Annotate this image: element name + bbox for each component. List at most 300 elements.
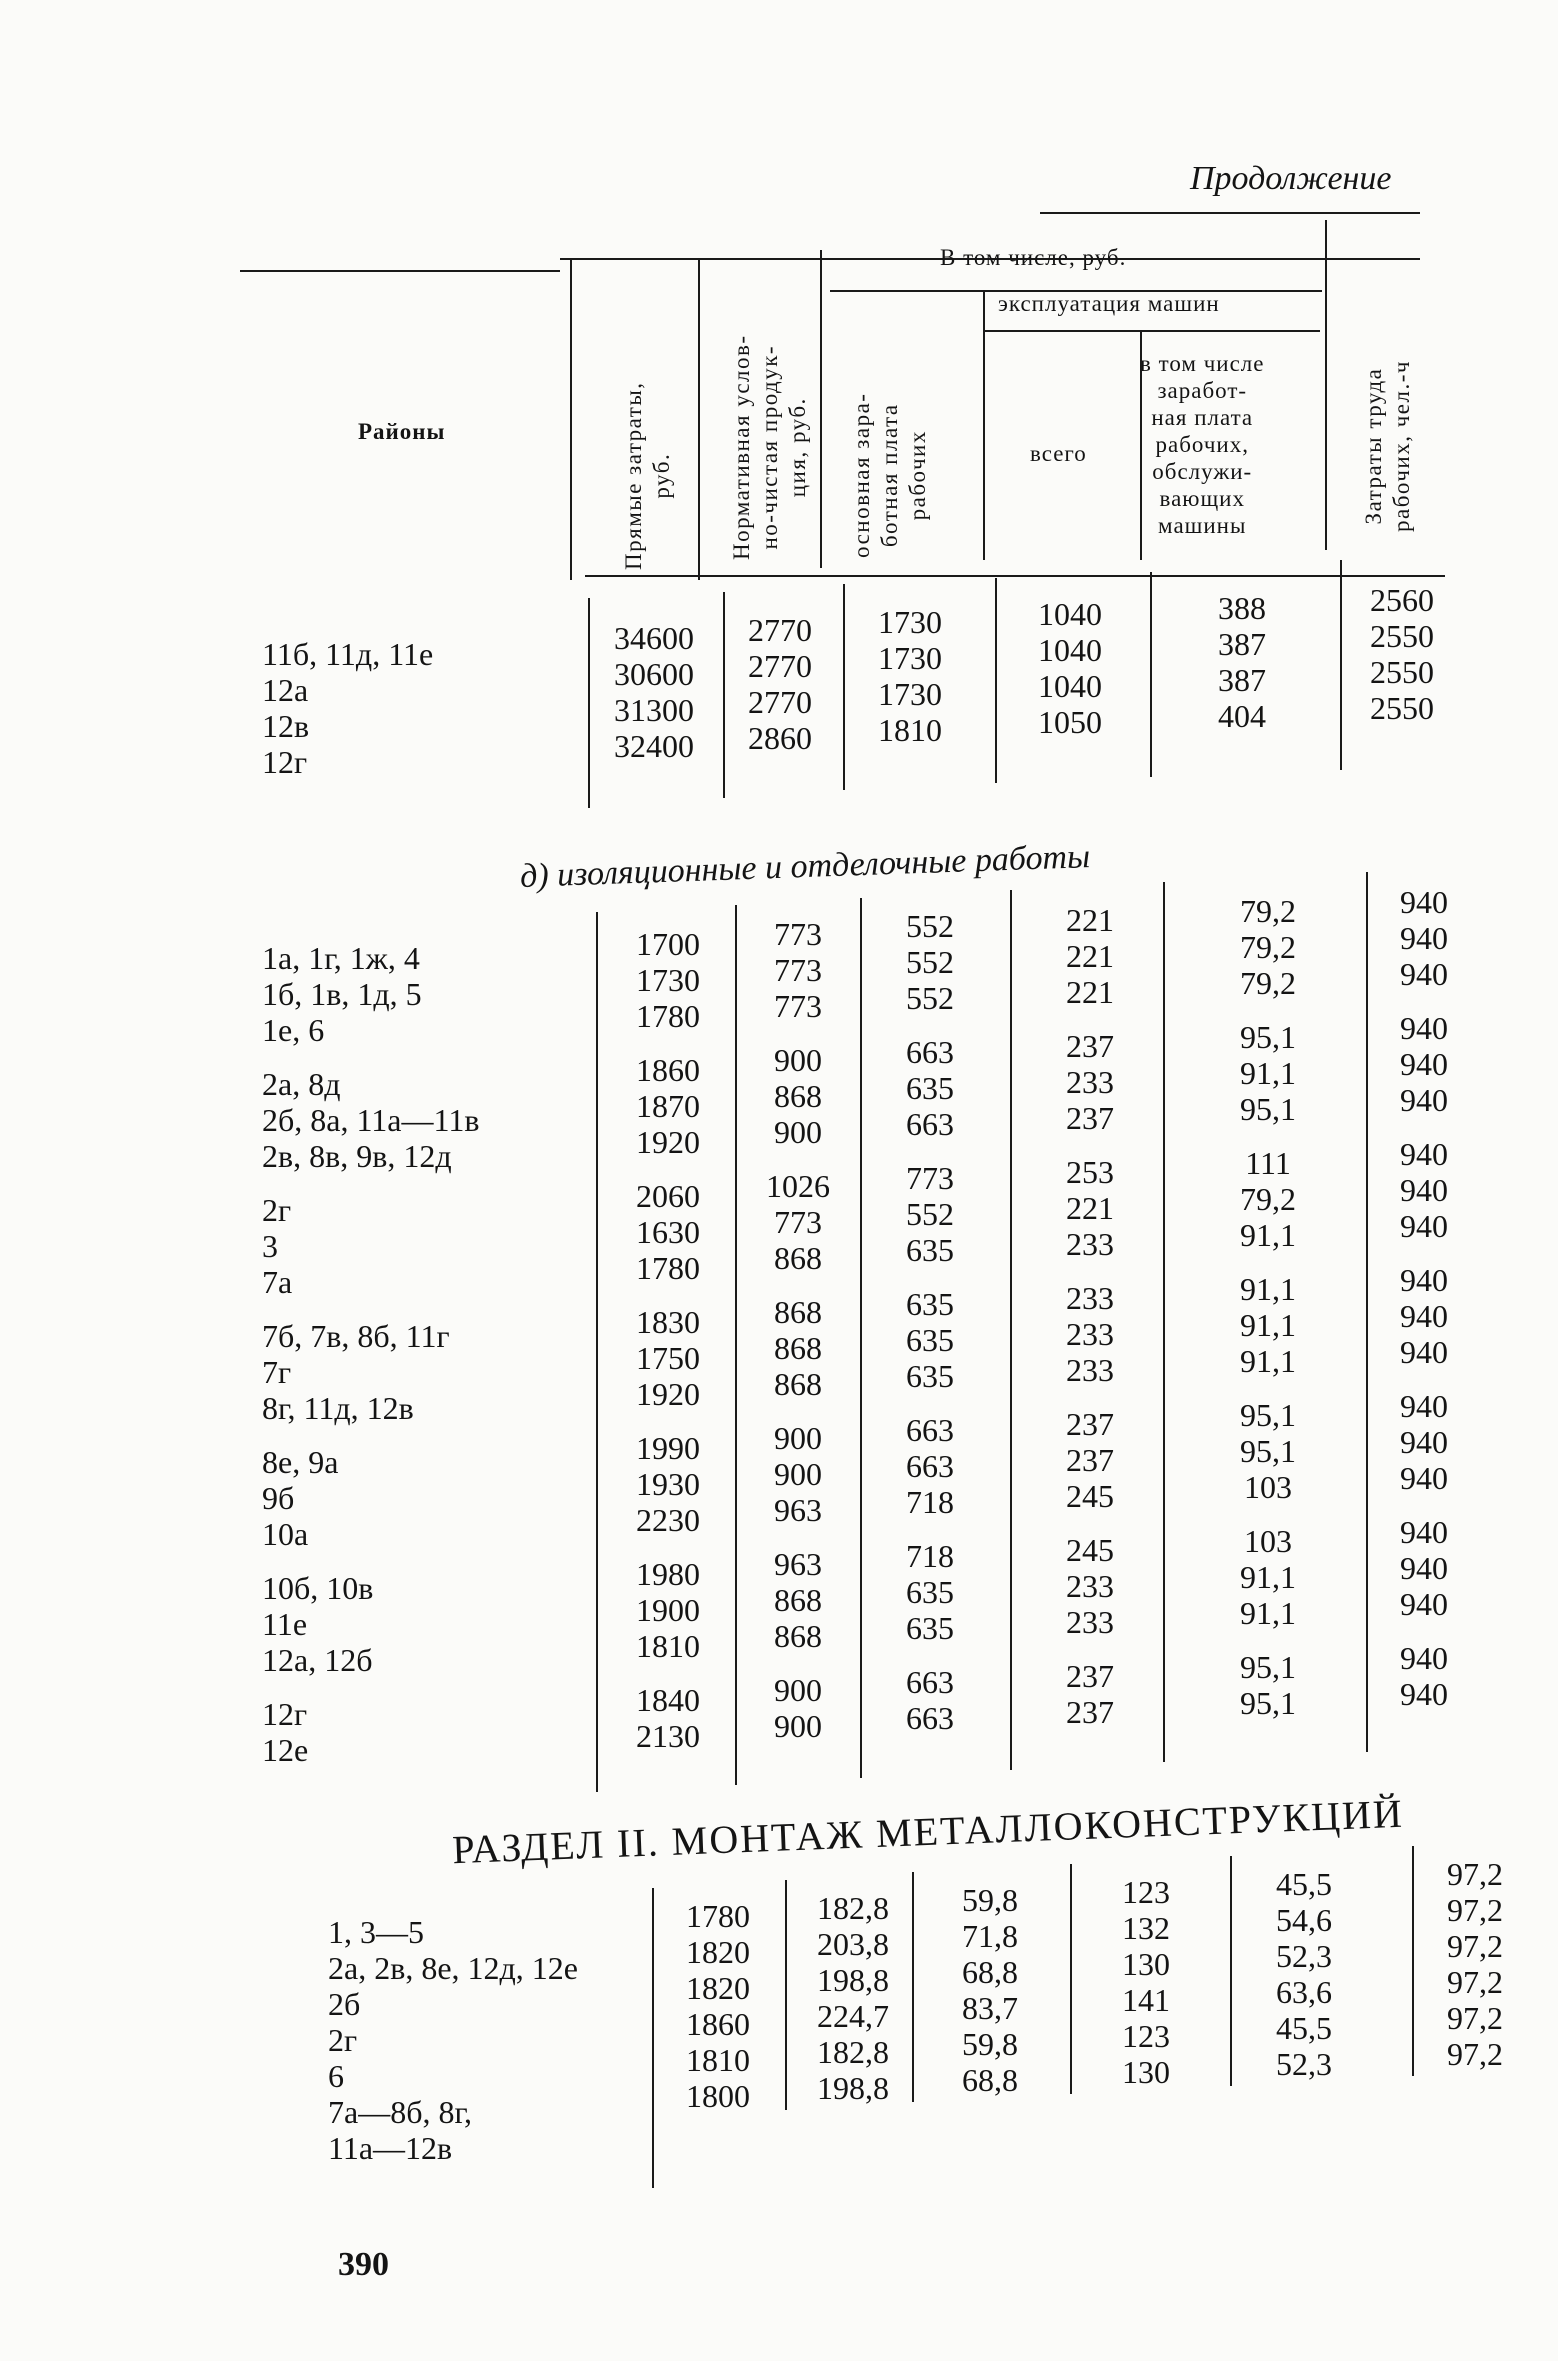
s3-vline-3: [912, 1872, 914, 2102]
table-cell: 97,2: [1447, 1892, 1503, 1928]
s2-vline-3: [860, 898, 862, 1778]
table-cell: 773: [774, 952, 822, 988]
table-cell: 940: [1400, 1460, 1448, 1496]
row-group: [1374, 1262, 1474, 1370]
header-including-rub: В том числе, руб.: [940, 245, 1127, 270]
row-group: [1374, 884, 1474, 992]
section2-total: [1040, 902, 1140, 1748]
row-group: [1218, 1649, 1318, 1721]
section3-normative: [798, 1890, 908, 2106]
s2-vline-6: [1366, 872, 1368, 1752]
list-item: 12в: [262, 708, 310, 744]
header-total: всего: [1030, 441, 1087, 466]
row-group: [1218, 893, 1318, 1001]
row-group: [880, 908, 980, 1016]
table-cell: 1830: [636, 1304, 700, 1340]
header-vline-4: [983, 292, 985, 560]
table-cell: 2230: [636, 1502, 700, 1538]
header-including-wage: в том числе заработ- ная плата рабочих, обслужи- вающих машины: [1140, 351, 1265, 538]
list-item: 7а: [262, 1264, 293, 1300]
list-item: 10б, 10в: [262, 1570, 374, 1606]
table-cell: 868: [774, 1294, 822, 1330]
row-group: [262, 1696, 479, 1768]
table-cell: 663: [906, 1034, 954, 1070]
row-group: [748, 1042, 848, 1150]
table-cell: 940: [1400, 1640, 1448, 1676]
s1-vline-2: [723, 592, 725, 798]
table-cell: 940: [1400, 1082, 1448, 1118]
table-cell: 1840: [636, 1682, 700, 1718]
table-cell: 233: [1066, 1280, 1114, 1316]
table-cell: 2770: [748, 648, 812, 684]
table-cell: 97,2: [1447, 1928, 1503, 1964]
section3-labels: [328, 1914, 578, 2166]
table-cell: 253: [1066, 1154, 1114, 1190]
row-group: [1040, 1532, 1140, 1640]
table-cell: 635: [906, 1610, 954, 1646]
table-cell: 900: [774, 1672, 822, 1708]
row-group: [262, 1570, 479, 1678]
table-cell: 1026: [766, 1168, 830, 1204]
list-item: 11е: [262, 1606, 308, 1642]
table-cell: 52,3: [1276, 2046, 1332, 2082]
table-cell: 2770: [748, 684, 812, 720]
table-cell: 233: [1066, 1226, 1114, 1262]
section3-direct: [668, 1898, 768, 2114]
table-cell: 1810: [686, 2042, 750, 2078]
table-cell: 963: [774, 1546, 822, 1582]
table-cell: 940: [1400, 1676, 1448, 1712]
header-vline-3: [820, 250, 822, 568]
row-group: [1374, 1388, 1474, 1496]
table-cell: 95,1: [1240, 1649, 1296, 1685]
row-group: [262, 1444, 479, 1552]
table-cell: 221: [1066, 902, 1114, 938]
table-cell: 663: [906, 1106, 954, 1142]
s2-vline-4: [1010, 890, 1012, 1770]
table-cell: 940: [1400, 1208, 1448, 1244]
row-group: [748, 1420, 848, 1528]
header-normative-output: Нормативная услов- но-чистая продук- ция, руб.: [729, 334, 810, 560]
row-group: [618, 1304, 718, 1412]
table-cell: 940: [1400, 1262, 1448, 1298]
table-cell: 182,8: [817, 2034, 889, 2070]
table-cell: 1930: [636, 1466, 700, 1502]
section3-machine-wage: [1254, 1866, 1354, 2082]
row-group: [1374, 1136, 1474, 1244]
row-group: [880, 1160, 980, 1268]
row-group: [1374, 1514, 1474, 1622]
table-cell: 203,8: [817, 1926, 889, 1962]
table-cell: 1750: [636, 1340, 700, 1376]
table-cell: 900: [774, 1456, 822, 1492]
table-cell: 1780: [686, 1898, 750, 1934]
table-cell: 868: [774, 1078, 822, 1114]
rule-machine: [985, 330, 1320, 332]
table-cell: 233: [1066, 1316, 1114, 1352]
table-cell: 940: [1400, 1334, 1448, 1370]
table-cell: 773: [774, 1204, 822, 1240]
row-group: [1218, 1271, 1318, 1379]
table-cell: 123: [1122, 1874, 1170, 1910]
table-cell: 1700: [636, 926, 700, 962]
table-cell: 221: [1066, 938, 1114, 974]
table-cell: 103: [1244, 1523, 1292, 1559]
table-cell: 233: [1066, 1604, 1114, 1640]
table-cell: 387: [1218, 626, 1266, 662]
table-cell: 1780: [636, 998, 700, 1034]
row-group: [1374, 1640, 1474, 1712]
table-cell: 2130: [636, 1718, 700, 1754]
list-item: 7г: [262, 1354, 292, 1390]
table-cell: 1920: [636, 1124, 700, 1160]
table-cell: 1860: [636, 1052, 700, 1088]
table-cell: 198,8: [817, 1962, 889, 1998]
header-vline-6: [1325, 220, 1327, 550]
table-cell: 404: [1218, 698, 1266, 734]
s3-vline-4: [1070, 1864, 1072, 2094]
table-cell: 868: [774, 1330, 822, 1366]
table-cell: 130: [1122, 2054, 1170, 2090]
list-item: 2г: [328, 2022, 358, 2058]
list-item: 8е, 9а: [262, 1444, 339, 1480]
table-cell: 91,1: [1240, 1343, 1296, 1379]
row-group: [618, 1556, 718, 1664]
section1-machine-wage: [1192, 590, 1292, 734]
page-number: 390: [338, 2246, 389, 2283]
table-cell: 123: [1122, 2018, 1170, 2054]
list-item: 1е, 6: [262, 1012, 325, 1048]
s1-vline-5: [1150, 572, 1152, 777]
list-item: 2б, 8а, 11а—11в: [262, 1102, 480, 1138]
table-cell: 663: [906, 1412, 954, 1448]
table-cell: 1920: [636, 1376, 700, 1412]
table-cell: 221: [1066, 974, 1114, 1010]
list-item: 1а, 1г, 1ж, 4: [262, 940, 420, 976]
table-cell: 221: [1066, 1190, 1114, 1226]
table-cell: 1900: [636, 1592, 700, 1628]
table-cell: 552: [906, 944, 954, 980]
table-cell: 940: [1400, 1136, 1448, 1172]
table-cell: 663: [906, 1448, 954, 1484]
row-group: [880, 1538, 980, 1646]
table-cell: 34600: [614, 620, 694, 656]
table-cell: 2550: [1370, 618, 1434, 654]
table-cell: 1040: [1038, 596, 1102, 632]
list-item: 10а: [262, 1516, 309, 1552]
header-vline-1: [570, 258, 572, 580]
row-group: [1040, 1028, 1140, 1136]
table-cell: 718: [906, 1538, 954, 1574]
table-cell: 868: [774, 1366, 822, 1402]
table-cell: 233: [1066, 1064, 1114, 1100]
list-item: 7б, 7в, 8б, 11г: [262, 1318, 450, 1354]
row-group: [1040, 1154, 1140, 1262]
s1-vline-1: [588, 598, 590, 808]
table-cell: 1730: [878, 604, 942, 640]
table-cell: 130: [1122, 1946, 1170, 1982]
table-cell: 91,1: [1240, 1271, 1296, 1307]
row-group: [748, 1672, 848, 1744]
table-cell: 30600: [614, 656, 694, 692]
table-cell: 224,7: [817, 1998, 889, 2034]
table-cell: 868: [774, 1582, 822, 1618]
table-cell: 1980: [636, 1556, 700, 1592]
row-group: [880, 1286, 980, 1394]
table-cell: 97,2: [1447, 2036, 1503, 2072]
table-cell: 940: [1400, 1514, 1448, 1550]
table-cell: 141: [1122, 1982, 1170, 2018]
table-cell: 2550: [1370, 690, 1434, 726]
table-cell: 2770: [748, 612, 812, 648]
table-cell: 233: [1066, 1568, 1114, 1604]
s3-vline-5: [1230, 1856, 1232, 2086]
table-cell: 868: [774, 1240, 822, 1276]
table-cell: 95,1: [1240, 1685, 1296, 1721]
table-cell: 63,6: [1276, 1974, 1332, 2010]
header-machine-operation: эксплуатация машин: [998, 291, 1220, 316]
list-item: 3: [262, 1228, 278, 1264]
row-group: [1040, 902, 1140, 1010]
table-cell: 1820: [686, 1934, 750, 1970]
table-cell: 97,2: [1447, 2000, 1503, 2036]
table-cell: 940: [1400, 1046, 1448, 1082]
table-cell: 940: [1400, 884, 1448, 920]
row-group: [618, 1430, 718, 1538]
row-group: [880, 1664, 980, 1736]
table-cell: 1810: [636, 1628, 700, 1664]
section2-normative: [748, 916, 848, 1762]
list-item: 8г, 11д, 12в: [262, 1390, 414, 1426]
table-cell: 45,5: [1276, 2010, 1332, 2046]
table-cell: 1780: [636, 1250, 700, 1286]
table-cell: 79,2: [1240, 929, 1296, 965]
table-cell: 940: [1400, 1172, 1448, 1208]
table-cell: 868: [774, 1618, 822, 1654]
table-cell: 68,8: [962, 1954, 1018, 1990]
list-item: 11б, 11д, 11е: [262, 636, 434, 672]
table-cell: 91,1: [1240, 1217, 1296, 1253]
row-group: [1040, 1658, 1140, 1730]
row-group: [748, 1294, 848, 1402]
row-group: [618, 1052, 718, 1160]
section1-labels: [262, 636, 433, 780]
table-cell: 83,7: [962, 1990, 1018, 2026]
table-cell: 900: [774, 1114, 822, 1150]
section2-machine-wage: [1218, 893, 1318, 1739]
table-cell: 132: [1122, 1910, 1170, 1946]
row-group: [618, 1178, 718, 1286]
section3-total: [1096, 1874, 1196, 2090]
table-cell: 1810: [878, 712, 942, 748]
s3-vline-2: [785, 1880, 787, 2110]
table-cell: 635: [906, 1070, 954, 1106]
table-cell: 663: [906, 1700, 954, 1736]
table-cell: 198,8: [817, 2070, 889, 2106]
table-cell: 940: [1400, 1424, 1448, 1460]
s2-vline-2: [735, 905, 737, 1785]
table-cell: 245: [1066, 1532, 1114, 1568]
row-group: [1040, 1406, 1140, 1514]
row-group: [1040, 1280, 1140, 1388]
table-cell: 773: [774, 988, 822, 1024]
table-cell: 635: [906, 1322, 954, 1358]
table-cell: 900: [774, 1042, 822, 1078]
table-cell: 45,5: [1276, 1866, 1332, 1902]
section2-title: д) изоляционные и отделочные работы: [519, 838, 1091, 895]
table-cell: 95,1: [1240, 1433, 1296, 1469]
row-group: [880, 1034, 980, 1142]
section3-wage: [940, 1882, 1040, 2098]
table-cell: 31300: [614, 692, 694, 728]
table-cell: 1990: [636, 1430, 700, 1466]
row-group: [748, 916, 848, 1024]
list-item: 12а, 12б: [262, 1642, 373, 1678]
table-cell: 237: [1066, 1658, 1114, 1694]
table-cell: 635: [906, 1574, 954, 1610]
table-cell: 940: [1400, 956, 1448, 992]
section1-direct: [604, 620, 704, 764]
row-group: [618, 926, 718, 1034]
list-item: 2г: [262, 1192, 292, 1228]
table-cell: 1730: [878, 676, 942, 712]
table-cell: 388: [1218, 590, 1266, 626]
table-cell: 663: [906, 1664, 954, 1700]
table-cell: 900: [774, 1708, 822, 1744]
table-cell: 1730: [636, 962, 700, 998]
table-cell: 773: [906, 1160, 954, 1196]
s3-vline-6: [1412, 1846, 1414, 2076]
table-cell: 237: [1066, 1442, 1114, 1478]
section2-direct: [618, 926, 718, 1772]
table-cell: 2860: [748, 720, 812, 756]
table-cell: 95,1: [1240, 1091, 1296, 1127]
table-cell: 1050: [1038, 704, 1102, 740]
list-item: 9б: [262, 1480, 295, 1516]
row-group: [1218, 1145, 1318, 1253]
table-cell: 2060: [636, 1178, 700, 1214]
list-item: 2в, 8в, 9в, 12д: [262, 1138, 452, 1174]
row-group: [262, 1066, 479, 1174]
table-cell: 79,2: [1240, 893, 1296, 929]
table-cell: 940: [1400, 920, 1448, 956]
table-cell: 32400: [614, 728, 694, 764]
table-cell: 103: [1244, 1469, 1292, 1505]
section2-labels: [262, 940, 479, 1786]
section2-labor: [1374, 884, 1474, 1730]
table-cell: 245: [1066, 1478, 1114, 1514]
table-cell: 940: [1400, 1010, 1448, 1046]
table-cell: 95,1: [1240, 1397, 1296, 1433]
table-cell: 68,8: [962, 2062, 1018, 2098]
row-group: [262, 940, 479, 1048]
list-item: 12е: [262, 1732, 309, 1768]
row-group: [1218, 1397, 1318, 1505]
table-cell: 237: [1066, 1100, 1114, 1136]
table-cell: 91,1: [1240, 1055, 1296, 1091]
table-cell: 1730: [878, 640, 942, 676]
table-cell: 71,8: [962, 1918, 1018, 1954]
table-cell: 635: [906, 1358, 954, 1394]
table-cell: 95,1: [1240, 1019, 1296, 1055]
table-cell: 552: [906, 1196, 954, 1232]
header-bottom-rule: [585, 575, 1445, 577]
list-item: 2а, 8д: [262, 1066, 341, 1102]
row-group: [262, 1318, 479, 1426]
list-item: 1, 3—5: [328, 1914, 424, 1950]
table-cell: 940: [1400, 1550, 1448, 1586]
list-item: 12г: [262, 744, 308, 780]
table-cell: 1860: [686, 2006, 750, 2042]
table-cell: 940: [1400, 1586, 1448, 1622]
top-rule-left: [240, 270, 560, 272]
list-item: 11а—12в: [328, 2130, 453, 2166]
list-item: 12г: [262, 1696, 308, 1732]
list-item: 6: [328, 2058, 344, 2094]
table-cell: 1630: [636, 1214, 700, 1250]
header-vline-2: [698, 258, 700, 580]
table-cell: 237: [1066, 1028, 1114, 1064]
table-cell: 97,2: [1447, 1856, 1503, 1892]
table-cell: 718: [906, 1484, 954, 1520]
table-cell: 963: [774, 1492, 822, 1528]
section1-total: [1020, 596, 1120, 740]
header-labor: Затраты труда рабочих, чел.-ч: [1361, 360, 1414, 532]
table-cell: 237: [1066, 1406, 1114, 1442]
table-cell: 182,8: [817, 1890, 889, 1926]
header-base-wage: основная зара- ботная плата рабочих: [849, 392, 930, 558]
list-item: 1б, 1в, 1д, 5: [262, 976, 422, 1012]
row-group: [1374, 1010, 1474, 1118]
table-cell: 237: [1066, 1694, 1114, 1730]
table-cell: 91,1: [1240, 1559, 1296, 1595]
list-item: 12а: [262, 672, 309, 708]
s1-vline-6: [1340, 560, 1342, 770]
table-cell: 1870: [636, 1088, 700, 1124]
table-cell: 635: [906, 1232, 954, 1268]
table-cell: 2560: [1370, 582, 1434, 618]
row-group: [1218, 1523, 1318, 1631]
table-cell: 940: [1400, 1388, 1448, 1424]
table-cell: 52,3: [1276, 1938, 1332, 1974]
table-cell: 552: [906, 980, 954, 1016]
section2-wage: [880, 908, 980, 1754]
table-cell: 552: [906, 908, 954, 944]
s2-vline-5: [1163, 882, 1165, 1762]
table-cell: 773: [774, 916, 822, 952]
table-cell: 1040: [1038, 632, 1102, 668]
section3-title: РАЗДЕЛ II. МОНТАЖ МЕТАЛЛОКОНСТРУКЦИЙ: [451, 1790, 1405, 1873]
table-cell: 940: [1400, 1298, 1448, 1334]
table-cell: 59,8: [962, 1882, 1018, 1918]
row-group: [748, 1168, 848, 1276]
top-rule-right: [1040, 212, 1420, 214]
list-item: 2а, 2в, 8е, 12д, 12е: [328, 1950, 578, 1986]
s2-vline-1: [596, 912, 598, 1792]
row-group: [748, 1546, 848, 1654]
table-cell: 91,1: [1240, 1307, 1296, 1343]
table-cell: 387: [1218, 662, 1266, 698]
section1-labor: [1352, 582, 1452, 726]
header-direct-costs: Прямые затраты, руб.: [621, 381, 674, 570]
table-cell: 1800: [686, 2078, 750, 2114]
s1-vline-3: [843, 584, 845, 790]
list-item: 2б: [328, 1986, 361, 2022]
table-cell: 233: [1066, 1352, 1114, 1388]
table-cell: 1820: [686, 1970, 750, 2006]
section1-wage: [860, 604, 960, 748]
s3-vline-1: [652, 1888, 654, 2188]
